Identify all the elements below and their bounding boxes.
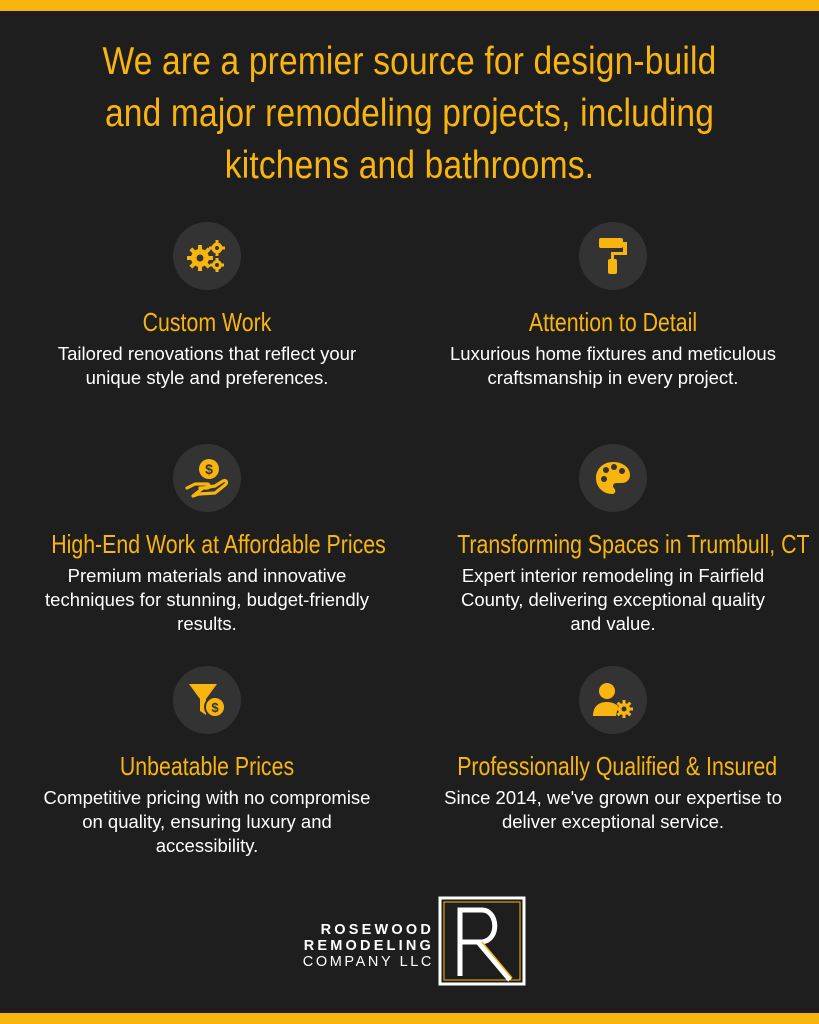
feature-custom-work xyxy=(17,222,397,390)
feature-high-end-work xyxy=(17,444,397,636)
funnel-dollar-icon xyxy=(173,666,241,734)
palette-icon xyxy=(579,444,647,512)
company-monogram-logo xyxy=(438,896,526,991)
feature-title: Attention to Detail xyxy=(528,307,698,337)
hand-holding-dollar-icon xyxy=(173,444,241,512)
feature-description: Luxurious home fixtures and meticulous craftsmanship in every project. xyxy=(450,343,776,388)
company-logo-text xyxy=(294,922,434,970)
feature-description: Competitive pricing with no compromise on quality, ensuring luxury and accessibility. xyxy=(43,787,371,856)
paint-roller-icon xyxy=(579,222,647,290)
feature-description: Since 2014, we've grown our expertise to deliver exceptional service. xyxy=(444,787,782,832)
top-accent-bar xyxy=(0,0,819,11)
svg-text:$: $ xyxy=(211,700,219,715)
gears-icon xyxy=(173,222,241,290)
page-headline: We are a premier source for design-build and major remodeling projects, including kitchens and bathrooms. xyxy=(102,40,717,187)
feature-title: Professionally Qualified & Insured xyxy=(457,751,778,781)
logo-line-company: COMPANY LLC xyxy=(302,954,434,970)
feature-title: Custom Work xyxy=(142,307,272,337)
feature-description: Tailored renovations that reflect your unique style and preferences. xyxy=(57,343,357,388)
feature-title: High-End Work at Affordable Prices xyxy=(51,529,386,559)
feature-qualified-insured xyxy=(423,666,803,834)
feature-transforming-spaces xyxy=(423,444,810,636)
logo-line-remodeling: REMODELING xyxy=(303,938,434,954)
svg-text:$: $ xyxy=(205,461,213,477)
feature-title: Transforming Spaces in Trumbull, CT xyxy=(457,529,810,559)
feature-unbeatable-prices xyxy=(17,666,397,858)
bottom-accent-bar xyxy=(0,1013,819,1024)
feature-description: Premium materials and innovative techniques for stunning, budget-friendly results. xyxy=(45,565,369,634)
feature-title: Unbeatable Prices xyxy=(119,751,295,781)
feature-attention-to-detail xyxy=(423,222,803,390)
user-gear-icon xyxy=(579,666,647,734)
feature-description: Expert interior remodeling in Fairfield County, delivering exceptional quality and value. xyxy=(460,565,766,634)
logo-line-rosewood: ROSEWOOD xyxy=(320,922,434,938)
